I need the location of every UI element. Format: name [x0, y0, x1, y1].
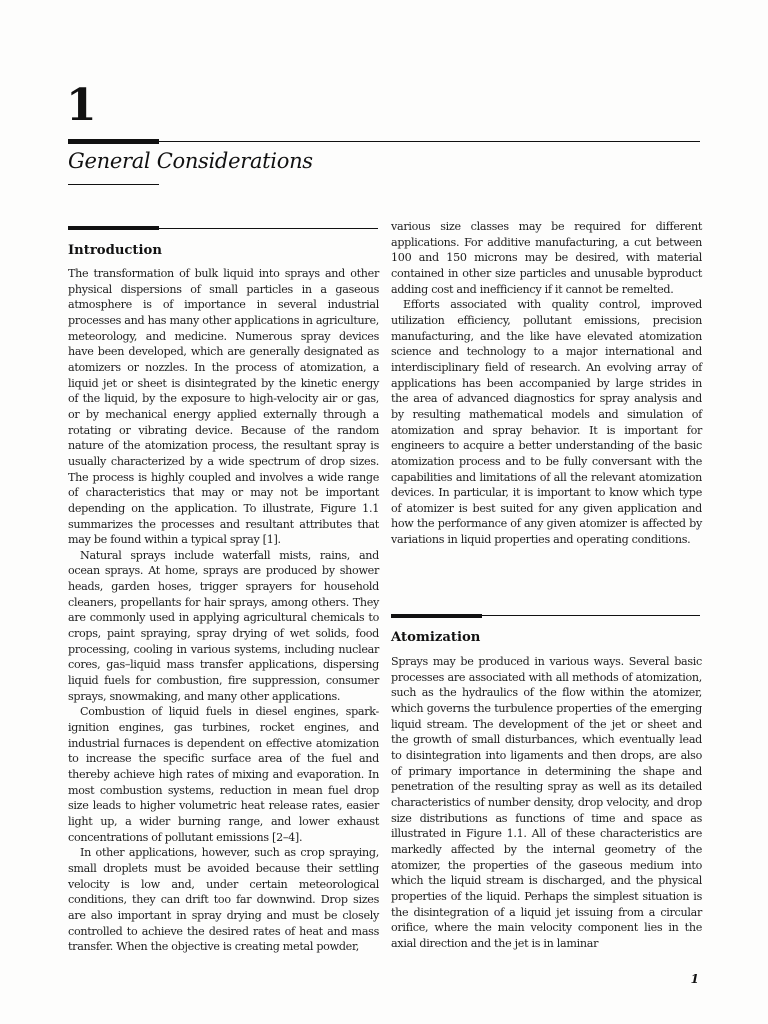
section-heading-introduction: Introduction	[68, 243, 162, 258]
right-column	[391, 219, 702, 548]
intro-paragraph-2: Natural sprays include waterfall mists, rains, and ocean sprays. At home, sprays are produced by shower heads, garden hoses, trigger sprayers for household cleaners, propellants for hair sprays, among others. They are commonly used in applying agricultural chemicals to crops, paint spraying, spray drying of wet solids, food processing, cooling in various systems, including nuclear cores, gas–liquid mass transfer applications, dispersing liquid fuels for combustion, fire suppression, consumer sprays, snowmaking, and many other applications.	[68, 548, 379, 703]
introduction-rule	[159, 228, 378, 229]
page-number: 1	[690, 972, 699, 986]
intro-paragraph-4: In other applications, however, such as crop spraying, small droplets must be avoided because their settling velocity is low and, under certain meteorological conditions, they can drift too far downwind. Drop sizes are also important in spray drying and must be closely controlled to achieve the desired rates of heat and mass transfer. When the objective is creating metal powder,	[68, 846, 379, 954]
intro-paragraph-3: Combustion of liquid fuels in diesel engines, spark-ignition engines, gas turbines, rocket engines, and industrial furnaces is dependent on effective atomization to increase the specific surface area of the fuel and thereby achieve high rates of mixing and evaporation. In most combustion systems, reduction in mean fuel drop size leads to higher volumetric heat release rates, easier light up, a wider burning range, and lower exhaust concentrations of pollutant emissions [2–4].	[68, 705, 379, 844]
atomization-thick-rule	[391, 614, 482, 618]
introduction-thick-rule	[68, 226, 159, 230]
left-column	[68, 266, 379, 955]
chapter-title: General Considerations	[68, 149, 313, 173]
atomization-paragraph-1: Sprays may be produced in various ways. Several basic processes are associated with all methods of atomization, such as the hydraulics of the flow within the atomizer, which governs the turbulence properties of the emerging liquid stream. The development of the jet or sheet and the growth of small disturbances, which eventually lead to disintegration into ligaments and then drops, are also of primary importance in determining the shape and penetration of the resulting spray as well as its detailed characteristics of number density, drop velocity, and drop size distributions as functions of time and space as illustrated in Figure 1.1. All of these characteristics are markedly affected by the internal geometry of the atomizer, the properties of the gaseous medium into which the liquid stream is discharged, and the physical properties of the liquid. Perhaps the simplest situation is the disintegration of a liquid jet issuing from a circular orifice, where the main velocity component lies in the axial direction and the jet is in laminar	[391, 655, 702, 950]
intro-paragraph-1: The transformation of bulk liquid into sprays and other physical dispersions of small particles in a gaseous atmosphere is of importance in several industrial processes and has many other applications in agriculture, meteorology, and medicine. Numerous spray devices have been developed, which are generally designated as atomizers or nozzles. In the process of atomization, a liquid jet or sheet is disintegrated by the kinetic energy of the liquid, by the exposure to high-velocity air or gas, or by mechanical energy applied externally through a rotating or vibrating device. Because of the random nature of the atomization process, the resultant spray is usually characterized by a wide spectrum of drop sizes. The process is highly coupled and involves a wide range of characteristics that may or may not be important depending on the application. To illustrate, Figure 1.1 summarizes the processes and resultant attributes that may be found within a typical spray [1].	[68, 267, 379, 547]
intro-paragraph-continued: various size classes may be required for different applications. For additive manufacturing, a cut between 100 and 150 microns may be desired, with material contained in other size particles and unusable byproduct adding cost and inefficiency if it cannot be remelted.	[391, 220, 702, 296]
atomization-rule	[482, 615, 700, 616]
chapter-title-underline	[68, 184, 159, 185]
atomization-column	[391, 654, 702, 951]
chapter-header-rule	[159, 141, 700, 142]
section-heading-atomization: Atomization	[391, 630, 481, 645]
intro-paragraph-5: Efforts associated with quality control, improved utilization efficiency, pollutant emissions, precision manufacturing, and the like have elevated atomization science and technology to a major international and interdisciplinary field of research. An evolving array of applications has been accompanied by large strides in the area of advanced diagnostics for spray analysis and by resulting mathematical models and simulation of atomization and spray behavior. It is important for engineers to acquire a better understanding of the basic atomization process and to be fully conversant with the capabilities and limitations of all the relevant atomization devices. In particular, it is important to know which type of atomizer is best suited for any given application and how the performance of any given atomizer is affected by variations in liquid properties and operating conditions.	[391, 298, 702, 547]
chapter-thick-rule	[68, 139, 159, 144]
chapter-number: 1	[66, 80, 97, 131]
